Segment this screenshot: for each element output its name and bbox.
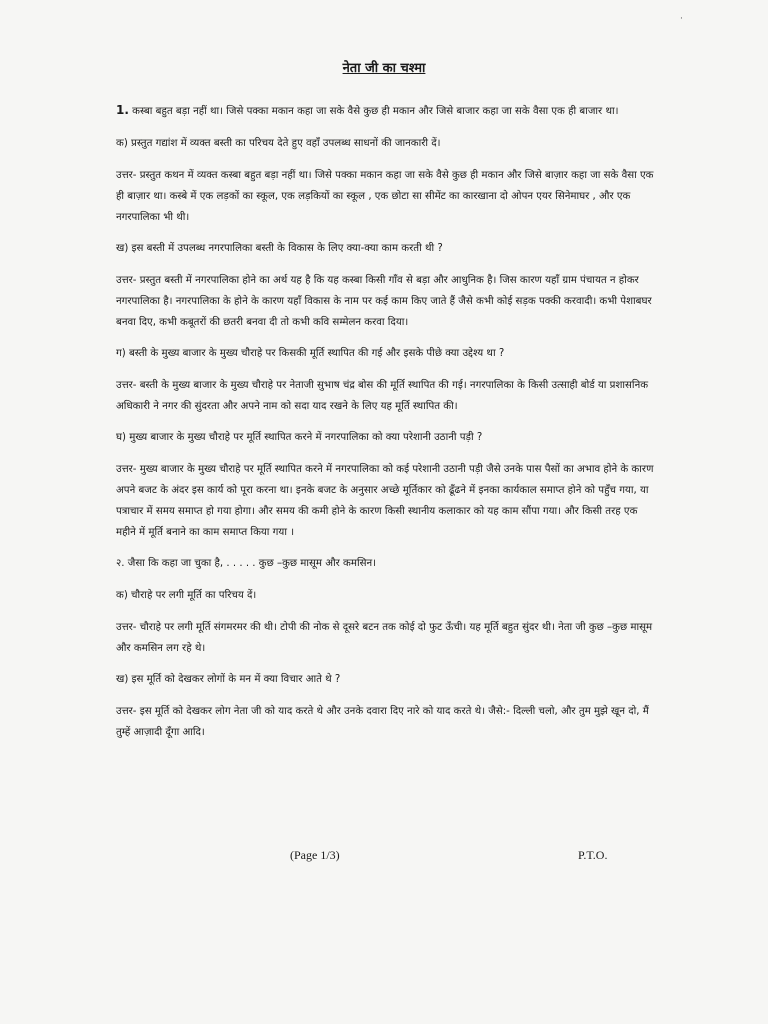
answer-1d: उत्तर- मुख्य बाजार के मुख्य चौराहे पर मूर्ति स्थापित करने में नगरपालिका को कई परेशानी उठानी पड़ी जैसे उनके पास पैसों का अभाव होने के कारण अपने बजट के अंदर इस कार्य को पूरा करना था। इनके बजट के अनुसार अच्छे मूर्तिकार को ढूँढने में इनका कार्यकाल समाप्त होने को पहुँच गया, या पत्राचार में समय समाप्त हो गया होगा। और समय की कमी होने के कारण किसी स्थानीय कलाकार को यह काम सौंपा गया। और किसी तरह एक महीने में मूर्ति बनाने का काम समाप्त किया गया । bbox=[116, 464, 654, 538]
answer-2b: उत्तर- इस मूर्ति को देखकर लोग नेता जी को याद करते थे और उनके दवारा दिए नारे को याद करते थे। जैसे:- दिल्ली चलो, और तुम मुझे खून दो, मैं तुम्हें आज़ादी दूँगा आदि। bbox=[116, 706, 649, 738]
answer-1b: उत्तर- प्रस्तुत बस्ती में नगरपालिका होने का अर्थ यह है कि यह कस्बा किसी गाँव से बड़ा और आधुनिक है। जिस कारण यहाँ ग्राम पंचायत न होकर नगरपालिका है। नगरपालिका के होने के कारण यहाँ विकास के नाम पर कई काम किए जाते हैं जैसे कभी कोई सड़क पक्की करवादी। कभी पेशाबघर बनवा दिए, कभी कबूतरों की छतरी बनवा दी तो कभी कवि सम्मेलन करवा दिया। bbox=[116, 275, 652, 328]
answer-1c: उत्तर- बस्ती के मुख्य बाजार के मुख्य चौराहे पर नेताजी सुभाष चंद्र बोस की मूर्ति स्थापित की गई। नगरपालिका के किसी उत्साही बोर्ड या प्रशासनिक अधिकारी ने नगर की सुंदरता और अपने नाम को सदा याद रखने के लिए यह मूर्ति स्थापित की। bbox=[116, 380, 649, 412]
document-body bbox=[116, 100, 656, 753]
question-1d: घ) मुख्य बाजार के मुख्य चौराहे पर मूर्ति स्थापित करने में नगरपालिका को क्या परेशानी उठानी पड़ी ? bbox=[116, 432, 483, 443]
answer-1a: उत्तर- प्रस्तुत कथन में व्यक्त कस्बा बहुत बड़ा नहीं था। जिसे पक्का मकान कहा जा सके वैसे कुछ ही मकान और जिसे बाज़ार कहा जा सके वैसा एक ही बाज़ार था। कस्बे में एक लड़कों का स्कूल, एक लड़कियों का स्कूल , एक छोटा सा सीमेंट का कारखाना दो ओपन एयर सिनेमाघर , और एक नगरपालिका भी थी। bbox=[116, 170, 654, 223]
question-2-intro: २. जैसा कि कहा जा चुका है, . . . . . कुछ –कुछ मासूम और कमसिन। bbox=[116, 558, 377, 569]
question-1c: ग) बस्ती के मुख्य बाजार के मुख्य चौराहे पर किसकी मूर्ति स्थापित की गई और इसके पीछे क्या उद्देश्य था ? bbox=[116, 348, 505, 359]
question-1 bbox=[116, 100, 656, 122]
scan-speck: · bbox=[680, 14, 683, 24]
page-number: (Page 1/3) bbox=[290, 848, 340, 862]
question-2b: ख) इस मूर्ति को देखकर लोगों के मन में क्या विचार आते थे ? bbox=[116, 674, 341, 685]
question-1-text: कस्बा बहुत बड़ा नहीं था। जिसे पक्का मकान कहा जा सके वैसे कुछ ही मकान और जिसे बाजार कहा जा सके वैसा एक ही बाजार था। bbox=[132, 106, 619, 117]
question-1b: ख) इस बस्ती में उपलब्ध नगरपालिका बस्ती के विकास के लिए क्या-क्या काम करती थी ? bbox=[116, 243, 443, 254]
pto-label: P.T.O. bbox=[578, 848, 608, 862]
question-2a: क) चौराहे पर लगी मूर्ति का परिचय दें। bbox=[116, 590, 257, 601]
question-1-number: 1. bbox=[116, 103, 129, 117]
question-1a: क) प्रस्तुत गद्यांश में व्यक्त बस्ती का परिचय देते हुए वहाँ उपलब्ध साधनों की जानकारी दें। bbox=[116, 138, 441, 149]
document-title: नेता जी का चश्मा bbox=[342, 61, 426, 76]
answer-2a: उत्तर- चौराहे पर लगी मूर्ति संगमरमर की थी। टोपी की नोक से दूसरे बटन तक कोई दो फुट ऊँची। यह मूर्ति बहुत सुंदर थी। नेता जी कुछ –कुछ मासूम और कमसिन लग रहे थे। bbox=[116, 622, 653, 654]
